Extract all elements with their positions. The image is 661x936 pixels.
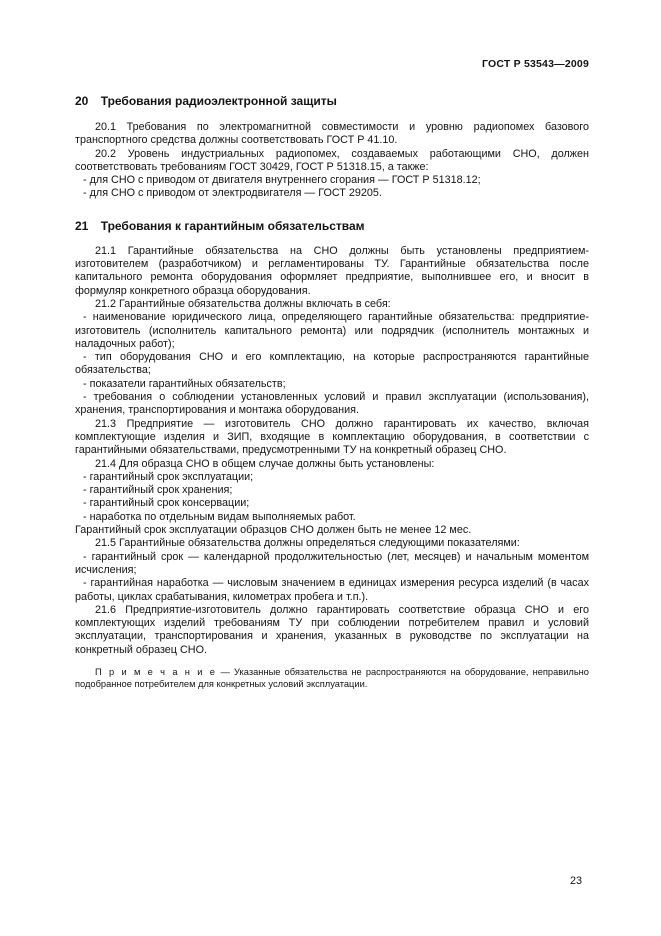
- list-item: - гарантийный срок консервации;: [83, 497, 250, 510]
- para-20-2: 20.2 Уровень индустриальных радиопомех, создаваемых работающими СНО, должен соответствовать требованиям ГОСТ 30429, ГОСТ Р 51318.15, а также:: [75, 147, 589, 173]
- list-item: - тип оборудования СНО и его комплектацию, на которые распространяются гарантийные обязательства;: [75, 351, 589, 377]
- list-item: - требования о соблюдении установленных условий и правил эксплуатации (использования), хранения, транспортирования и монтажа оборудования.: [75, 391, 589, 417]
- note-text: — Указанные обязательства не распространяются на оборудование, неправильно подобранное потребителем для конкретных условий эксплуатации.: [75, 666, 589, 689]
- list-item: - наименование юридического лица, определяющего гарантийные обязательства: предприятие-изготовитель (исполнитель капитального ремонта) или подрядчик (исполнитель монтажных и наладочных работ);: [75, 311, 589, 350]
- list-item: - наработка по отдельным видам выполняемых работ.: [83, 510, 356, 523]
- section-number: 21: [75, 218, 89, 233]
- para-21-1: 21.1 Гарантийные обязательства на СНО должны быть установлены предприятием-изготовителем (разработчиком) и регламентированы ТУ. Гарантийные обязательства после капитального ремонта оборудования оформляет предприятие, выполнившее его, и вносит в формуляр конкретного образца оборудования.: [75, 244, 589, 297]
- note-label: П р и м е ч а н и е: [95, 666, 217, 677]
- para-21-5: 21.5 Гарантийные обязательства должны определяться следующими показателями:: [95, 537, 520, 550]
- section-title: Требования радиоэлектронной защиты: [100, 94, 337, 108]
- para-21-4: 21.4 Для образца СНО в общем случае должны быть установлены:: [95, 457, 435, 470]
- section-title: Требования к гарантийным обязательствам: [100, 218, 365, 233]
- doc-number: ГОСТ Р 53543—2009: [481, 58, 589, 70]
- page-number: 23: [569, 875, 582, 887]
- list-item: - для СНО с приводом от электродвигателя — ГОСТ 29205.: [83, 187, 382, 200]
- note: [75, 667, 589, 690]
- para-21-2: 21.2 Гарантийные обязательства должны включать в себя:: [95, 297, 391, 310]
- list-item: - показатели гарантийных обязательств;: [83, 377, 286, 390]
- page-content: [75, 58, 589, 699]
- para-21-3: 21.3 Предприятие — изготовитель СНО должно гарантировать их качество, включая комплектующие изделия и ЗИП, входящие в комплектацию оборудования, в соответствии с гарантийными обязательствами, предусмотренными ТУ на конкретный образец СНО.: [75, 417, 589, 457]
- list-item: - гарантийная наработка — числовым значением в единицах измерения ресурса изделий (в часах работы, циклах срабатывания, километрах пробега и т.п.).: [75, 577, 589, 603]
- section-heading-21: [75, 219, 589, 233]
- list-item: - гарантийный срок хранения;: [83, 484, 233, 497]
- list-item: - для СНО с приводом от двигателя внутреннего сгорания — ГОСТ Р 51318.12;: [83, 174, 481, 187]
- para-21-4-note: Гарантийный срок эксплуатации образцов СНО должен быть не менее 12 мес.: [75, 524, 472, 537]
- list-item: - гарантийный срок — календарной продолжительностью (лет, месяцев) и начальным моментом исчисления;: [75, 550, 589, 576]
- para-20-1: 20.1 Требования по электромагнитной совместимости и уровню радиопомех базового транспортного средства должны соответствовать ГОСТ Р 41.10.: [75, 121, 589, 147]
- list-item: - гарантийный срок эксплуатации;: [83, 470, 254, 483]
- section-heading-20: [75, 94, 589, 108]
- para-21-6: 21.6 Предприятие-изготовитель должно гарантировать соответствие образца СНО и его комплектующих изделий требованиям ТУ при соблюдении потребителем правил и условий эксплуатации, транспортирования и хранения, указанных в руководстве по эксплуатации на конкретный образец СНО.: [75, 603, 589, 656]
- section-number: 20: [75, 94, 89, 108]
